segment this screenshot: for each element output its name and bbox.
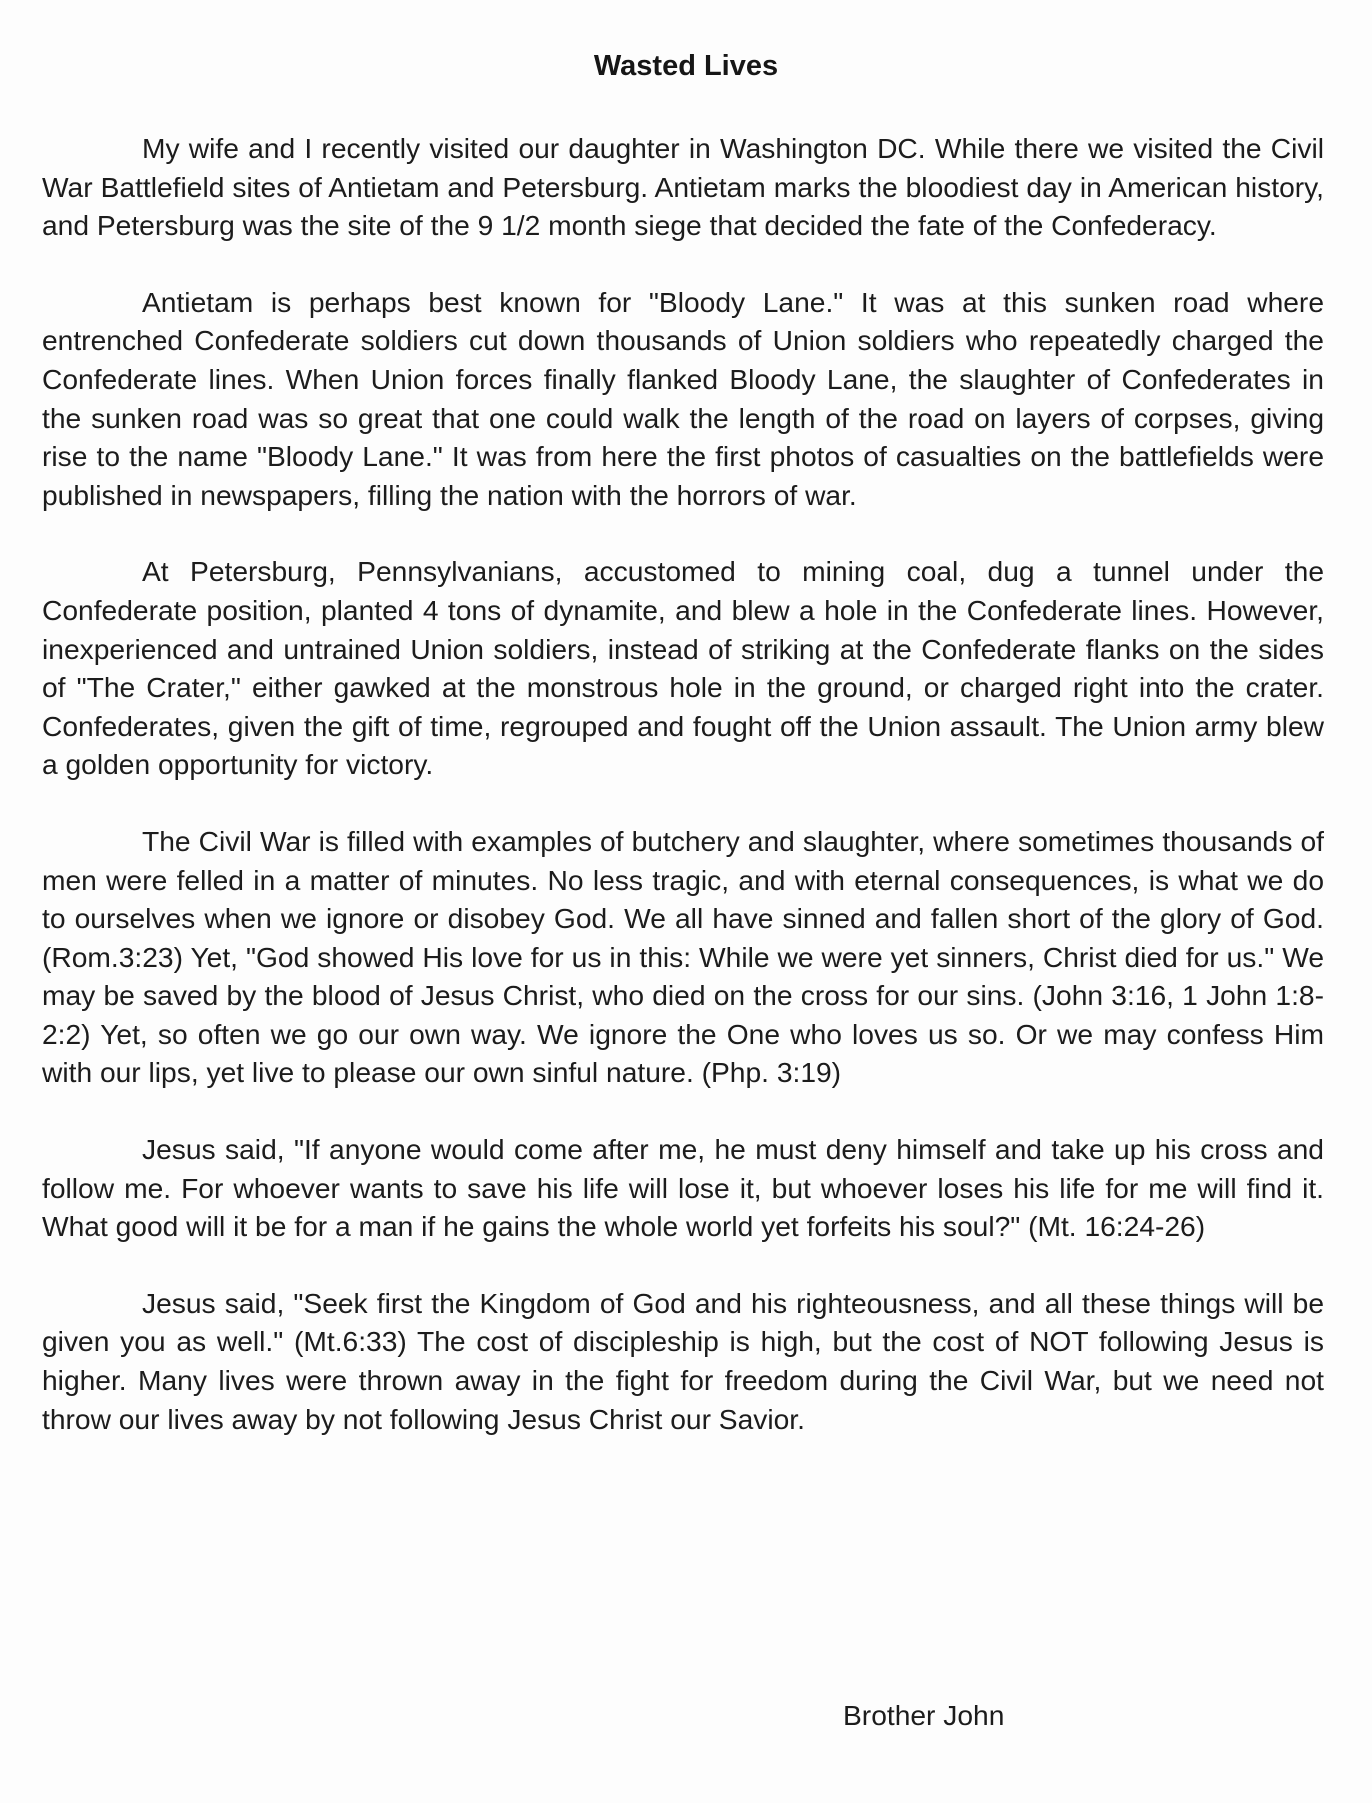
paragraph-petersburg: At Petersburg, Pennsylvanians, accustomed to mining coal, dug a tunnel under the Confederate position, planted 4 tons of dynamite, and blew a hole in the Confederate lines. However, inexperienced and untrained Union soldiers, instead of striking at the Confederate flanks on the sides of "The Crater," either gawked at the monstrous hole in the ground, or charged right into the crater. Confederates, given the gift of time, regrouped and fought off the Union assault. The Union army blew a golden opportunity for victory. [42, 555, 1324, 781]
signature: Brother John [843, 1699, 1005, 1731]
document-title: Wasted Lives [593, 50, 779, 82]
paragraph-visit: My wife and I recently visited our daughter in Washington DC. While there we visited the Civil War Battlefield sites of Antietam and Petersburg. Antietam marks the bloodiest day in American history, and Petersburg was the site of the 9 1/2 month siege that decided the fate of the Confederacy. [42, 132, 1324, 242]
document-body [42, 129, 1324, 1476]
paragraph-seek-first: Jesus said, "Seek first the Kingdom of God and his righteousness, and all these things will be given you as well." (Mt.6:33) The cost of discipleship is high, but the cost of NOT following Jesus is higher. Many lives were thrown away in the fight for freedom during the Civil War, but we need not throw our lives away by not following Jesus Christ our Savior. [42, 1286, 1324, 1435]
paragraph-civil-war: The Civil War is filled with examples of butchery and slaughter, where sometimes thousands of men were felled in a matter of minutes. No less tragic, and with eternal consequences, is what we do to ourselves when we ignore or disobey God. We all have sinned and fallen short of the glory of God. (Rom.3:23) Yet, "God showed His love for us in this: While we were yet sinners, Christ died for us." We may be saved by the blood of Jesus Christ, who died on the cross for our sins. (John 3:16, 1 John 1:8-2:2) Yet, so often we go our own way. We ignore the One who loves us so. Or we may confess Him with our lips, yet live to please our own sinful nature. (Php. 3:19) [42, 824, 1324, 1089]
paragraph-deny-himself: Jesus said, "If anyone would come after me, he must deny himself and take up his cross and follow me. For whoever wants to save his life will lose it, but whoever loses his life for me will find it. What good will it be for a man if he gains the whole world yet forfeits his soul?" (Mt. 16:24-26) [42, 1133, 1324, 1243]
paragraph-antietam: Antietam is perhaps best known for "Bloody Lane." It was at this sunken road where entrenched Confederate soldiers cut down thousands of Union soldiers who repeatedly charged the Confederate lines. When Union forces finally flanked Bloody Lane, the slaughter of Confederates in the sunken road was so great that one could walk the length of the road on layers of corpses, giving rise to the name "Bloody Lane." It was from here the first photos of casualties on the battlefields were published in newspapers, filling the nation with the horrors of war. [42, 285, 1324, 511]
